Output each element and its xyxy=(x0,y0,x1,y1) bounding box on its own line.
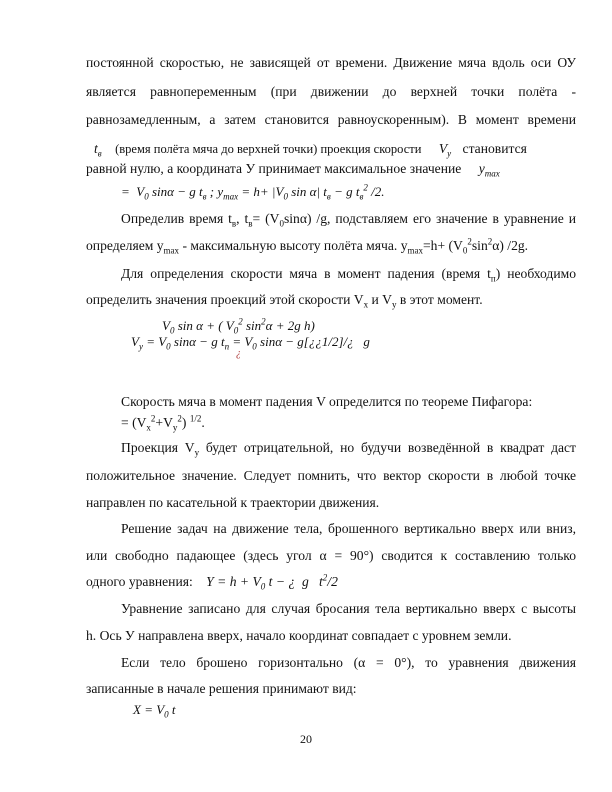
formula-vy: $V_y = V_0$ sinα − g $t_п = V_0$ sinα − g[¿¿1/2]/¿ g xyxy=(131,334,370,352)
text-line: или свободно падающее (здесь угол α = 90°) сводится к составлению только xyxy=(86,548,576,563)
text-line: одного уравнения: $Y = h + V_0$ t − ¿ g $t^2/2$ xyxy=(86,572,338,592)
text-line: Проекция $V_y$ будет отрицательной, но будучи возведённой в квадрат даст xyxy=(121,440,576,458)
text-line: определить значения проекций этой скорости $V_x$ и $V_y$ в этот момент. xyxy=(86,292,483,310)
text-line: h. Ось У направлена вверх, начало координат совпадает с уровнем земли. xyxy=(86,628,512,643)
text-line: Если тело брошено горизонтально (α = 0°), то уравнения движения xyxy=(121,655,576,670)
text-line: записанные в начале решения принимают вид: xyxy=(86,681,357,696)
formula-glitch: ¿ xyxy=(236,348,241,359)
text-line: направлен по касательной к траектории движения. xyxy=(86,495,380,510)
text-line: Для определения скорости мяча в момент падения (время $t_п$) необходимо xyxy=(121,266,576,284)
text-line: $t_в$ (время полёта мяча до верхней точки) проекция скорости $V_y$ становится xyxy=(94,141,527,159)
formula-tv-ymax: = $V_0$ sinα − g $t_в$ ; $y_{max} = h+ |V_0$ sin α| $t_в - g$ $t_в^2$ /2. xyxy=(121,182,385,202)
text-line: Решение задач на движение тела, брошенного вертикально вверх или вниз, xyxy=(121,521,576,536)
text-line: определяем $y_{max}$ - максимальную высоту полёта мяча. $y_{max}=h+ (V_0^2\sin^2\alpha)$ /2g. xyxy=(86,236,529,256)
text-line: постоянной скоростью, не зависящей от времени. Движение мяча вдоль оси ОУ xyxy=(86,55,576,70)
text-line: является равнопеременным (при движении до верхней точки полёта - xyxy=(86,84,576,99)
text-line: равнозамедленным, а затем становится равноускоренным). В момент времени xyxy=(86,112,576,127)
formula-vy-numerator: $V_0$ sin α + ( $V_0^2$ $\sin^2\alpha + 2g$ h) xyxy=(162,316,315,336)
page-number: 20 xyxy=(300,732,312,746)
text-line: Уравнение записано для случая бросания тела вертикально вверх с высоты xyxy=(121,601,576,616)
text-line: положительное значение. Следует помнить, что вектор скорости в любой точке xyxy=(86,468,576,483)
text-line: Определив время $t_в$, $t_в= (V_0\sin\alpha)$ /g, подставляем его значение в уравнение и xyxy=(121,211,576,229)
text-line: = $(V_x^2+V_y^2)$ $^{1/2}$. xyxy=(121,413,205,433)
formula-x: $X = V_0$ t xyxy=(133,702,176,720)
text-line: равной нулю, а координата У принимает максимальное значение $y_{max}$ xyxy=(86,161,500,179)
text-line: Скорость мяча в момент падения V определится по теореме Пифагора: xyxy=(121,394,533,409)
